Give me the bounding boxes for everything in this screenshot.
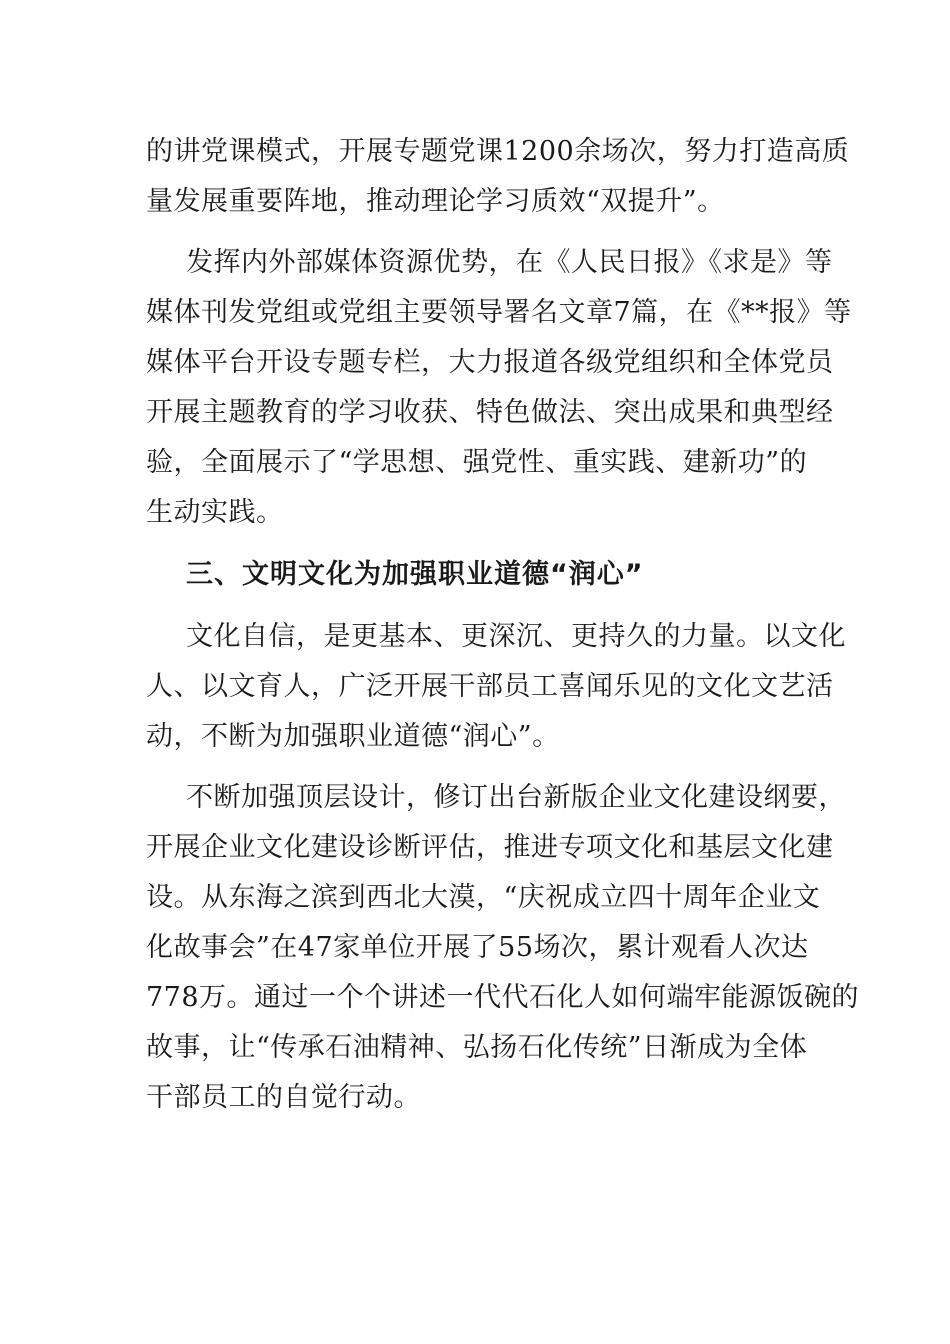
paragraph-3-line-1: 文化自信，是更基本、更深沉、更持久的力量。以文化 (186, 621, 846, 652)
paragraph-2-line-5: 验，全面展示了“学思想、强党性、重实践、建新功”的 (146, 447, 808, 478)
section-heading: 三、文明文化为加强职业道德“润心” (186, 559, 644, 590)
paragraph-2-line-3: 媒体平台开设专题专栏，大力报道各级党组织和全体党员 (146, 347, 834, 378)
paragraph-2-line-2: 媒体刊发党组或党组主要领导署名文章7篇，在《**报》等 (146, 297, 852, 328)
paragraph-4-line-6: 故事，让“传承石油精神、弘扬石化传统”日渐成为全体 (146, 1032, 808, 1063)
paragraph-4-line-3: 设。从东海之滨到西北大漠，“庆祝成立四十周年企业文 (146, 882, 821, 913)
paragraph-4-line-5: 778万。通过一个个讲述一代代石化人如何端牢能源饭碗的 (146, 982, 860, 1013)
paragraph-1-line-2: 量发展重要阵地，推动理论学习质效“双提升”。 (146, 186, 725, 217)
paragraph-4-line-4: 化故事会”在47家单位开展了55场次，累计观看人次达 (146, 932, 809, 963)
paragraph-4-line-1: 不断加强顶层设计，修订出台新版企业文化建设纲要， (186, 782, 846, 813)
paragraph-4-line-7: 干部员工的自觉行动。 (146, 1082, 421, 1113)
paragraph-1-line-1: 的讲党课模式，开展专题党课1200余场次，努力打造高质 (146, 136, 850, 167)
paragraph-2-line-6: 生动实践。 (146, 497, 284, 528)
paragraph-4-line-2: 开展企业文化建设诊断评估，推进专项文化和基层文化建 (146, 832, 834, 863)
paragraph-2-line-1: 发挥内外部媒体资源优势，在《人民日报》《求是》等 (186, 247, 833, 278)
paragraph-3-line-2: 人、以文育人，广泛开展干部员工喜闻乐见的文化文艺活 (146, 671, 834, 702)
paragraph-3-line-3: 动，不断为加强职业道德“润心”。 (146, 721, 560, 752)
paragraph-2-line-4: 开展主题教育的学习收获、特色做法、突出成果和典型经 (146, 397, 834, 428)
